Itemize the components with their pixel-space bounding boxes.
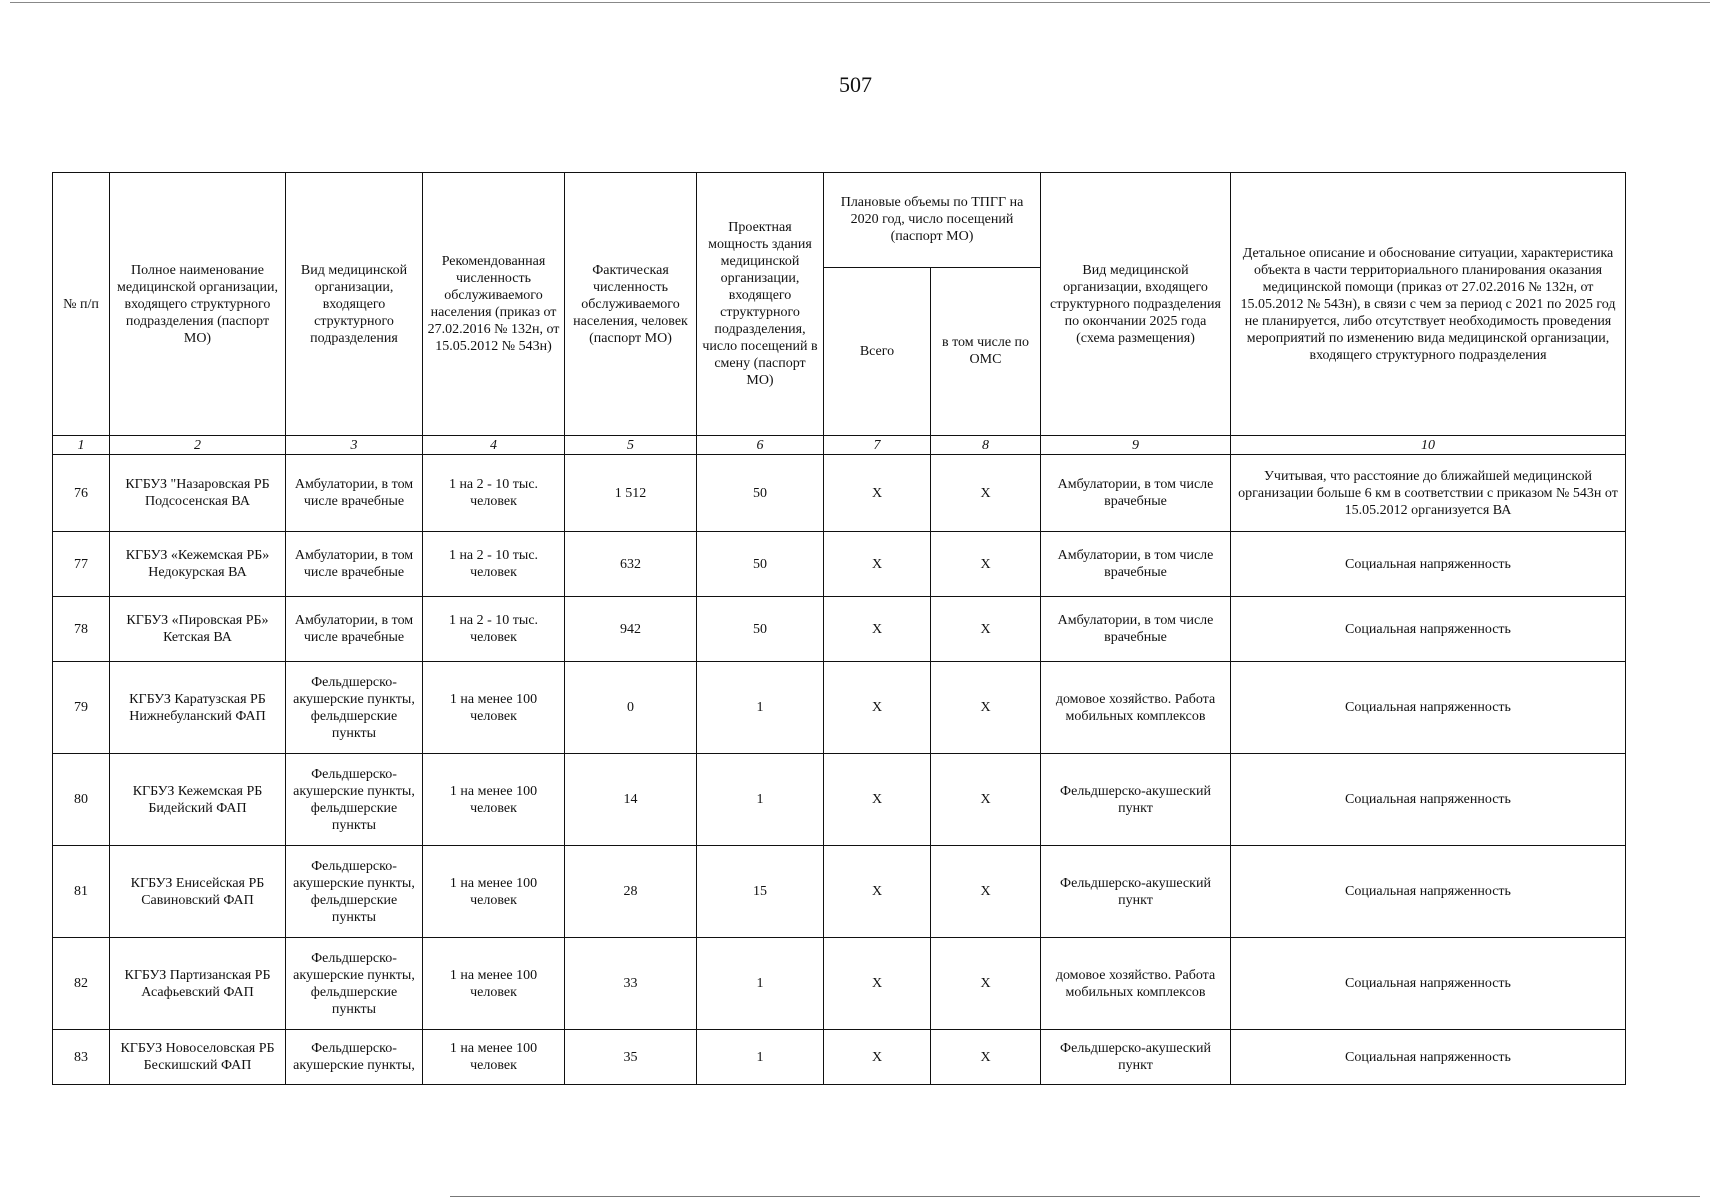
scan-edge-top	[10, 2, 1710, 3]
organization-name: КГБУЗ Кежемская РБ Бидейский ФАП	[110, 754, 286, 846]
organization-type: Фельдшерско-акушерские пункты, фельдшерские пункты	[286, 846, 423, 938]
table-row	[53, 1030, 1626, 1085]
recommended-population: 1 на менее 100 человек	[423, 662, 565, 754]
table-row	[53, 597, 1626, 662]
organization-type: Фельдшерско-акушерские пункты,	[286, 1030, 423, 1085]
description: Социальная напряженность	[1231, 1030, 1626, 1085]
organization-type: Амбулатории, в том числе врачебные	[286, 532, 423, 597]
recommended-population: 1 на 2 - 10 тыс. человек	[423, 455, 565, 532]
design-capacity: 15	[697, 846, 824, 938]
organization-name: КГБУЗ Партизанская РБ Асафьевский ФАП	[110, 938, 286, 1030]
planned-oms: X	[931, 455, 1041, 532]
actual-population: 0	[565, 662, 697, 754]
planned-total: X	[824, 846, 931, 938]
header-recommended-population: Рекомендованная численность обслуживаемого населения (приказ от 27.02.2016 № 132н, от 15.05.2012 № 543н)	[423, 173, 565, 436]
description: Социальная напряженность	[1231, 938, 1626, 1030]
planned-oms: X	[931, 1030, 1041, 1085]
future-type: домовое хозяйство. Работа мобильных комплексов	[1041, 938, 1231, 1030]
planned-total: X	[824, 754, 931, 846]
planned-total: X	[824, 1030, 931, 1085]
column-number: 9	[1041, 436, 1231, 455]
organization-name: КГБУЗ "Назаровская РБ Подсосенская ВА	[110, 455, 286, 532]
organization-name: КГБУЗ «Кежемская РБ» Недокурская ВА	[110, 532, 286, 597]
organization-type: Фельдшерско-акушерские пункты, фельдшерские пункты	[286, 662, 423, 754]
design-capacity: 50	[697, 532, 824, 597]
description: Социальная напряженность	[1231, 754, 1626, 846]
row-number: 79	[53, 662, 110, 754]
column-number: 3	[286, 436, 423, 455]
future-type: Амбулатории, в том числе врачебные	[1041, 455, 1231, 532]
organization-name: КГБУЗ Каратузская РБ Нижнебуланский ФАП	[110, 662, 286, 754]
row-number: 77	[53, 532, 110, 597]
design-capacity: 50	[697, 455, 824, 532]
column-number: 2	[110, 436, 286, 455]
header-organization-name: Полное наименование медицинской организации, входящего структурного подразделения (паспорт МО)	[110, 173, 286, 436]
organization-type: Амбулатории, в том числе врачебные	[286, 597, 423, 662]
future-type: Фельдшерско-акушеский пункт	[1041, 754, 1231, 846]
description: Социальная напряженность	[1231, 662, 1626, 754]
table-row	[53, 532, 1626, 597]
column-number: 10	[1231, 436, 1626, 455]
table-row	[53, 455, 1626, 532]
planned-total: X	[824, 455, 931, 532]
column-number: 7	[824, 436, 931, 455]
future-type: Фельдшерско-акушеский пункт	[1041, 1030, 1231, 1085]
organization-name: КГБУЗ Новоселовская РБ Бескишский ФАП	[110, 1030, 286, 1085]
scan-edge-bottom	[450, 1196, 1700, 1197]
header-future-type: Вид медицинской организации, входящего структурного подразделения по окончании 2025 года (схема размещения)	[1041, 173, 1231, 436]
row-number: 80	[53, 754, 110, 846]
planned-oms: X	[931, 662, 1041, 754]
recommended-population: 1 на менее 100 человек	[423, 754, 565, 846]
column-number: 6	[697, 436, 824, 455]
actual-population: 35	[565, 1030, 697, 1085]
planned-total: X	[824, 662, 931, 754]
planned-oms: X	[931, 597, 1041, 662]
description: Социальная напряженность	[1231, 532, 1626, 597]
organization-type: Фельдшерско-акушерские пункты, фельдшерские пункты	[286, 754, 423, 846]
table-row	[53, 846, 1626, 938]
row-number: 82	[53, 938, 110, 1030]
header-organization-type: Вид медицинской организации, входящего структурного подразделения	[286, 173, 423, 436]
actual-population: 942	[565, 597, 697, 662]
row-number: 81	[53, 846, 110, 938]
row-number: 83	[53, 1030, 110, 1085]
design-capacity: 1	[697, 662, 824, 754]
organization-name: КГБУЗ «Пировская РБ» Кетская ВА	[110, 597, 286, 662]
design-capacity: 1	[697, 938, 824, 1030]
future-type: Фельдшерско-акушеский пункт	[1041, 846, 1231, 938]
future-type: Амбулатории, в том числе врачебные	[1041, 597, 1231, 662]
recommended-population: 1 на 2 - 10 тыс. человек	[423, 532, 565, 597]
column-number: 5	[565, 436, 697, 455]
recommended-population: 1 на менее 100 человек	[423, 1030, 565, 1085]
header-description: Детальное описание и обоснование ситуации, характеристика объекта в части территориального планирования оказания медицинской помощи (приказ от 27.02.2016 № 132н, от 15.05.2012 № 543н), в связи с чем за период с 2021 по 2025 год не планируется, либо отсутствует необходимость проведения мероприятий по изменению вида медицинской организации, входящего структурного подразделения	[1231, 173, 1626, 436]
recommended-population: 1 на менее 100 человек	[423, 938, 565, 1030]
header-actual-population: Фактическая численность обслуживаемого населения, человек (паспорт МО)	[565, 173, 697, 436]
actual-population: 28	[565, 846, 697, 938]
row-number: 78	[53, 597, 110, 662]
page-number: 507	[839, 72, 872, 97]
column-number: 1	[53, 436, 110, 455]
table-row	[53, 662, 1626, 754]
actual-population: 1 512	[565, 455, 697, 532]
header-number: № п/п	[53, 173, 110, 436]
header-design-capacity: Проектная мощность здания медицинской организации, входящего структурного подразделения, число посещений в смену (паспорт МО)	[697, 173, 824, 436]
planned-oms: X	[931, 532, 1041, 597]
planned-oms: X	[931, 846, 1041, 938]
actual-population: 632	[565, 532, 697, 597]
future-type: Амбулатории, в том числе врачебные	[1041, 532, 1231, 597]
description: Учитывая, что расстояние до ближайшей медицинской организации больше 6 км в соответствии с приказом № 543н от 15.05.2012 организуется ВА	[1231, 455, 1626, 532]
header-total: Всего	[824, 267, 931, 435]
table-row	[53, 938, 1626, 1030]
organization-type: Фельдшерско-акушерские пункты, фельдшерские пункты	[286, 938, 423, 1030]
column-number-row	[53, 436, 1626, 455]
description: Социальная напряженность	[1231, 597, 1626, 662]
recommended-population: 1 на 2 - 10 тыс. человек	[423, 597, 565, 662]
future-type: домовое хозяйство. Работа мобильных комплексов	[1041, 662, 1231, 754]
design-capacity: 1	[697, 1030, 824, 1085]
actual-population: 14	[565, 754, 697, 846]
data-table	[52, 172, 1626, 1085]
design-capacity: 1	[697, 754, 824, 846]
design-capacity: 50	[697, 597, 824, 662]
planned-oms: X	[931, 754, 1041, 846]
planned-total: X	[824, 532, 931, 597]
column-number: 8	[931, 436, 1041, 455]
planned-oms: X	[931, 938, 1041, 1030]
organization-type: Амбулатории, в том числе врачебные	[286, 455, 423, 532]
table-row	[53, 754, 1626, 846]
actual-population: 33	[565, 938, 697, 1030]
description: Социальная напряженность	[1231, 846, 1626, 938]
header-oms: в том числе по ОМС	[931, 267, 1041, 435]
planned-total: X	[824, 597, 931, 662]
column-number: 4	[423, 436, 565, 455]
header-planned-volumes: Плановые объемы по ТПГГ на 2020 год, число посещений (паспорт МО)	[824, 173, 1041, 268]
recommended-population: 1 на менее 100 человек	[423, 846, 565, 938]
planned-total: X	[824, 938, 931, 1030]
row-number: 76	[53, 455, 110, 532]
organization-name: КГБУЗ Енисейская РБ Савиновский ФАП	[110, 846, 286, 938]
